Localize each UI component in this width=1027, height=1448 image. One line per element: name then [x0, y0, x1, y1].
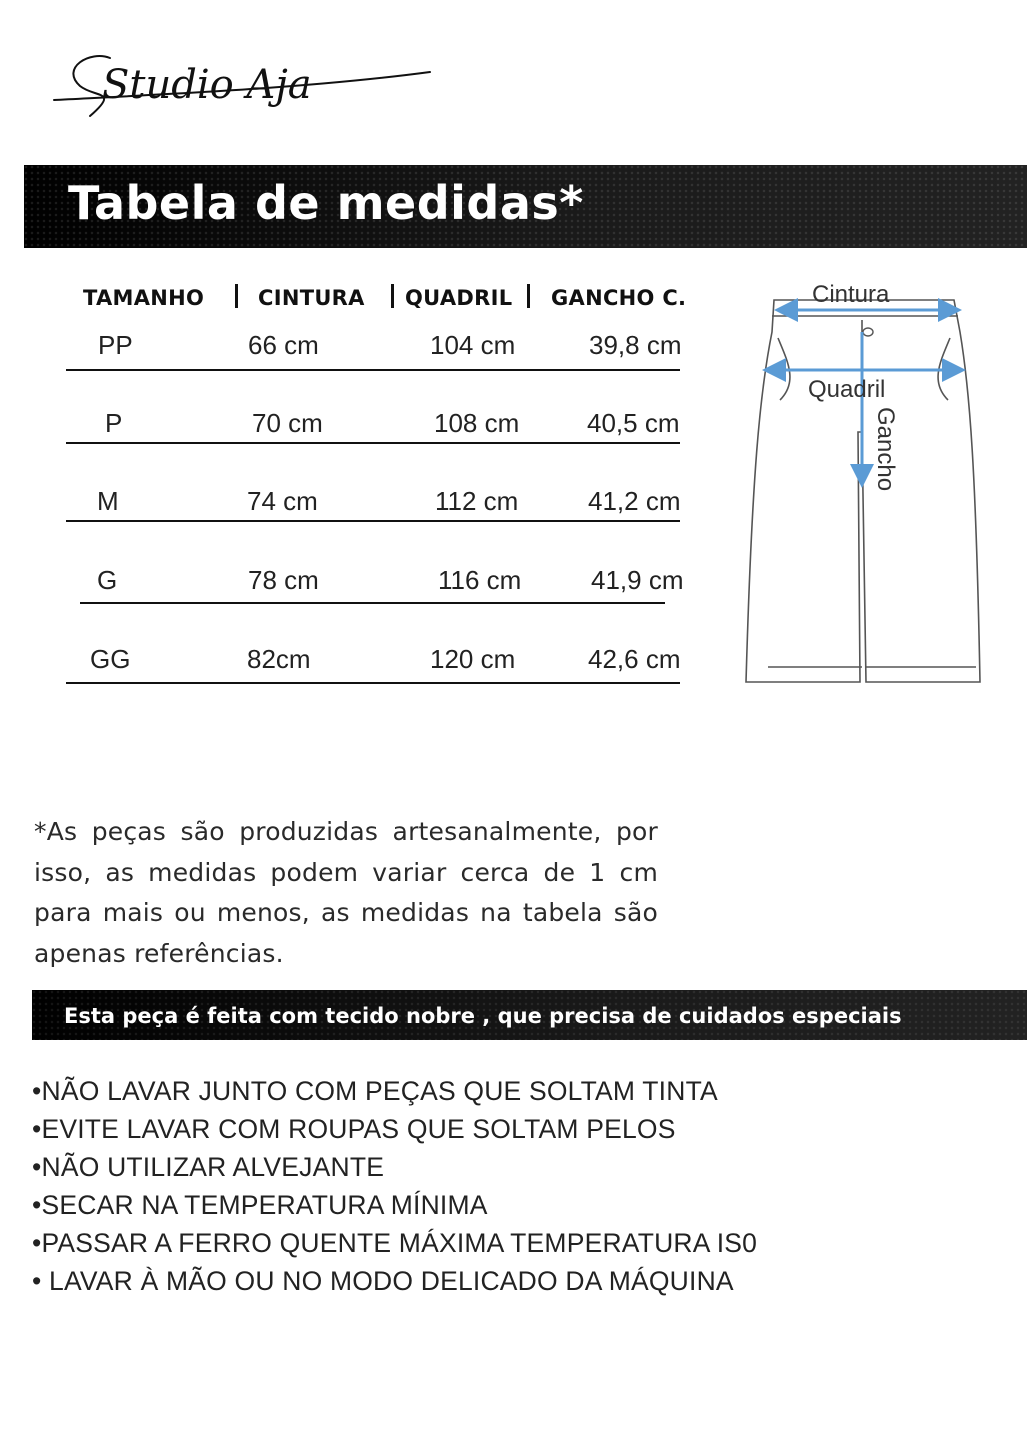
table-cell-size: GG	[90, 644, 131, 674]
table-cell-cintura: 78 cm	[248, 565, 319, 595]
table-cell-cintura: 70 cm	[252, 408, 323, 438]
brand-logo-text: Studio Aja	[102, 62, 312, 108]
pants-button	[863, 328, 873, 336]
list-item: •EVITE LAVAR COM ROUPAS QUE SOLTAM PELOS	[32, 1114, 676, 1144]
list-item: •NÃO LAVAR JUNTO COM PEÇAS QUE SOLTAM TINTA	[32, 1076, 718, 1106]
label-gancho: Gancho	[872, 407, 899, 492]
brand-logo	[50, 38, 440, 128]
page-title: Tabela de medidas*	[68, 176, 584, 230]
table-cell-gancho: 41,9 cm	[591, 565, 684, 595]
list-item: • LAVAR À MÃO OU NO MODO DELICADO DA MÁQUINA	[32, 1266, 734, 1296]
care-instructions-list	[32, 1072, 757, 1300]
table-cell-size: M	[97, 486, 119, 516]
table-cell-quadril: 112 cm	[435, 486, 519, 516]
table-cell-size: G	[97, 565, 118, 595]
table-cell-quadril: 120 cm	[430, 644, 516, 674]
header-cintura: CINTURA	[258, 286, 365, 310]
table-row-divider	[66, 442, 680, 444]
list-item: •PASSAR A FERRO QUENTE MÁXIMA TEMPERATURA IS0	[32, 1228, 758, 1258]
header-separator	[527, 284, 530, 308]
table-cell-gancho: 40,5 cm	[587, 408, 680, 438]
pants-measurement-diagram	[738, 272, 1006, 694]
table-row-divider	[66, 369, 680, 371]
list-item: •NÃO UTILIZAR ALVEJANTE	[32, 1152, 385, 1182]
table-cell-gancho: 39,8 cm	[589, 330, 682, 360]
table-cell-size: PP	[98, 330, 133, 360]
label-cintura: Cintura	[812, 281, 890, 308]
table-cell-gancho: 41,2 cm	[588, 486, 681, 516]
table-cell-quadril: 108 cm	[434, 408, 520, 438]
list-item: •SECAR NA TEMPERATURA MÍNIMA	[32, 1190, 488, 1220]
header-quadril: QUADRIL	[405, 286, 513, 310]
table-row-divider	[66, 520, 680, 522]
table-cell-cintura: 66 cm	[248, 330, 319, 360]
table-cell-cintura: 74 cm	[247, 486, 318, 516]
header-tamanho: TAMANHO	[83, 286, 205, 310]
table-cell-gancho: 42,6 cm	[588, 644, 681, 674]
measurement-note: *As peças são produzidas artesanalmente, por isso, as medidas podem variar cerca de 1 cm para mais ou menos, as medidas na tabela são apenas referências.	[34, 817, 658, 968]
header-gancho: GANCHO C.	[551, 286, 687, 310]
care-banner-text: Esta peça é feita com tecido nobre , que precisa de cuidados especiais	[64, 1004, 902, 1028]
label-quadril: Quadril	[808, 376, 886, 403]
table-cell-size: P	[105, 408, 123, 438]
table-cell-quadril: 116 cm	[438, 565, 522, 595]
table-row-divider	[80, 602, 665, 604]
table-cell-cintura: 82cm	[247, 644, 311, 674]
table-row-divider	[66, 682, 680, 684]
table-cell-quadril: 104 cm	[430, 330, 516, 360]
header-separator	[235, 284, 238, 308]
header-separator	[391, 284, 394, 308]
